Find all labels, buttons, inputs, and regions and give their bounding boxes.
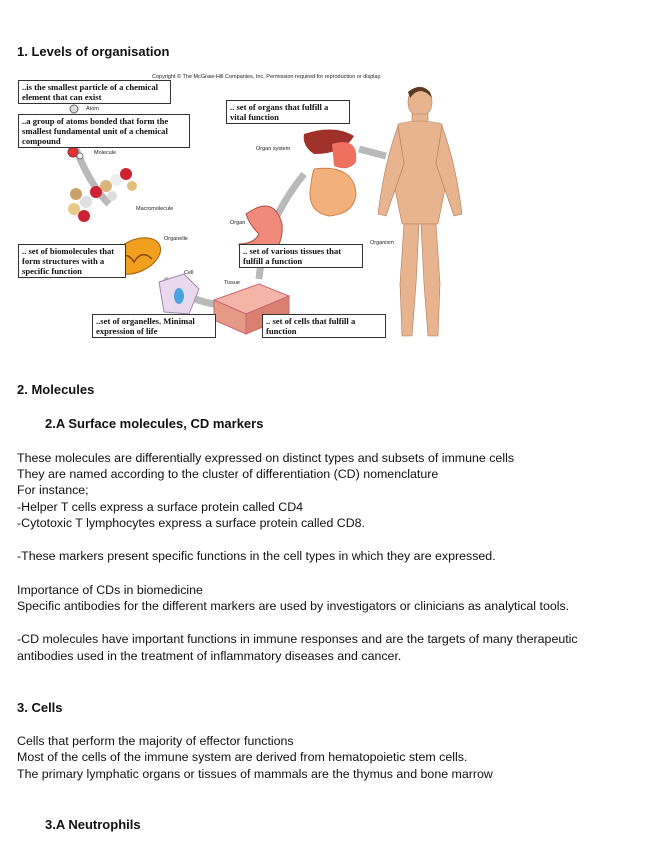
stage-label-organelle: Organelle [164, 236, 188, 242]
surface-line-4: -Helper T cells express a surface protein called CD4 [17, 500, 304, 514]
importance-line-3: -CD molecules have important functions in immune responses and are the targets of many therapeutic antibodies used in the treatment of inflammatory diseases and cancer. [17, 632, 582, 663]
stage-label-organ: Organ [230, 220, 246, 226]
markers-line: -These markers present specific functions in the cell types in which they are expressed. [17, 549, 496, 563]
surface-line-5: -Cytotoxic T lymphocytes express a surface protein called CD8. [17, 516, 366, 530]
subsection-title-neutrophils: 3.A Neutrophils [45, 817, 141, 832]
callout-organelle: .. set of biomolecules that form structures with a specific function [18, 244, 126, 278]
organism-human [378, 87, 462, 336]
stage-label-organism: Organism [370, 240, 394, 246]
importance-line-2: Specific antibodies for the different markers are used by investigators or clinicians as analytical tools. [17, 599, 570, 613]
stage-label-tissue: Tissue [224, 280, 240, 286]
callout-cell: ..set of organelles. Minimal expression of life [92, 314, 216, 338]
callout-molecule: ..a group of atoms bonded that form the smallest fundamental unit of a chemical compound [18, 114, 190, 148]
levels-of-organisation-figure [14, 74, 470, 346]
section-title-levels: 1. Levels of organisation [17, 44, 170, 59]
cells-line-2: Most of the cells of the immune system are derived from hematopoietic stem cells. [17, 750, 468, 764]
surface-line-3: For instance; [17, 483, 89, 497]
cells-line-3: The primary lymphatic organs or tissues of mammals are the thymus and bone marrow [17, 767, 493, 781]
organ-system-intestine [310, 168, 356, 216]
stage-label-molecule: Molecule [94, 150, 117, 156]
section-title-molecules: 2. Molecules [17, 382, 95, 397]
organ-system-stomach [332, 142, 356, 168]
callout-tissue: .. set of cells that fulfill a function [262, 314, 386, 338]
section-title-cells: 3. Cells [17, 700, 63, 715]
surface-line-2: They are named according to the cluster of differentiation (CD) nomenclature [17, 467, 439, 481]
callout-atom: ..is the smallest particle of a chemical element that can exist [18, 80, 171, 104]
surface-line-1: These molecules are differentially expressed on distinct types and subsets of immune cells [17, 451, 515, 465]
flow-arrow-organism [359, 149, 386, 156]
cells-line-1: Cells that perform the majority of effector functions [17, 734, 294, 748]
stage-label-organ-system: Organ system [256, 146, 291, 152]
atom-sphere [70, 105, 78, 113]
copyright-notice: Copyright © The McGraw-Hill Companies, Inc. Permission required for reproduction or display. [152, 74, 382, 80]
importance-line-1: Importance of CDs in biomedicine [17, 583, 203, 597]
stage-label-cell: Cell [184, 270, 194, 276]
stage-label-macromolecule: Macromolecule [136, 206, 174, 212]
callout-organ-system: .. set of organs that fulfill a vital function [226, 100, 350, 124]
callout-organ: .. set of various tissues that fulfill a function [239, 244, 363, 268]
molecule-sphere [68, 147, 78, 157]
stage-label-atom: Atom [86, 106, 99, 112]
subsection-title-surface-molecules: 2.A Surface molecules, CD markers [45, 416, 264, 431]
